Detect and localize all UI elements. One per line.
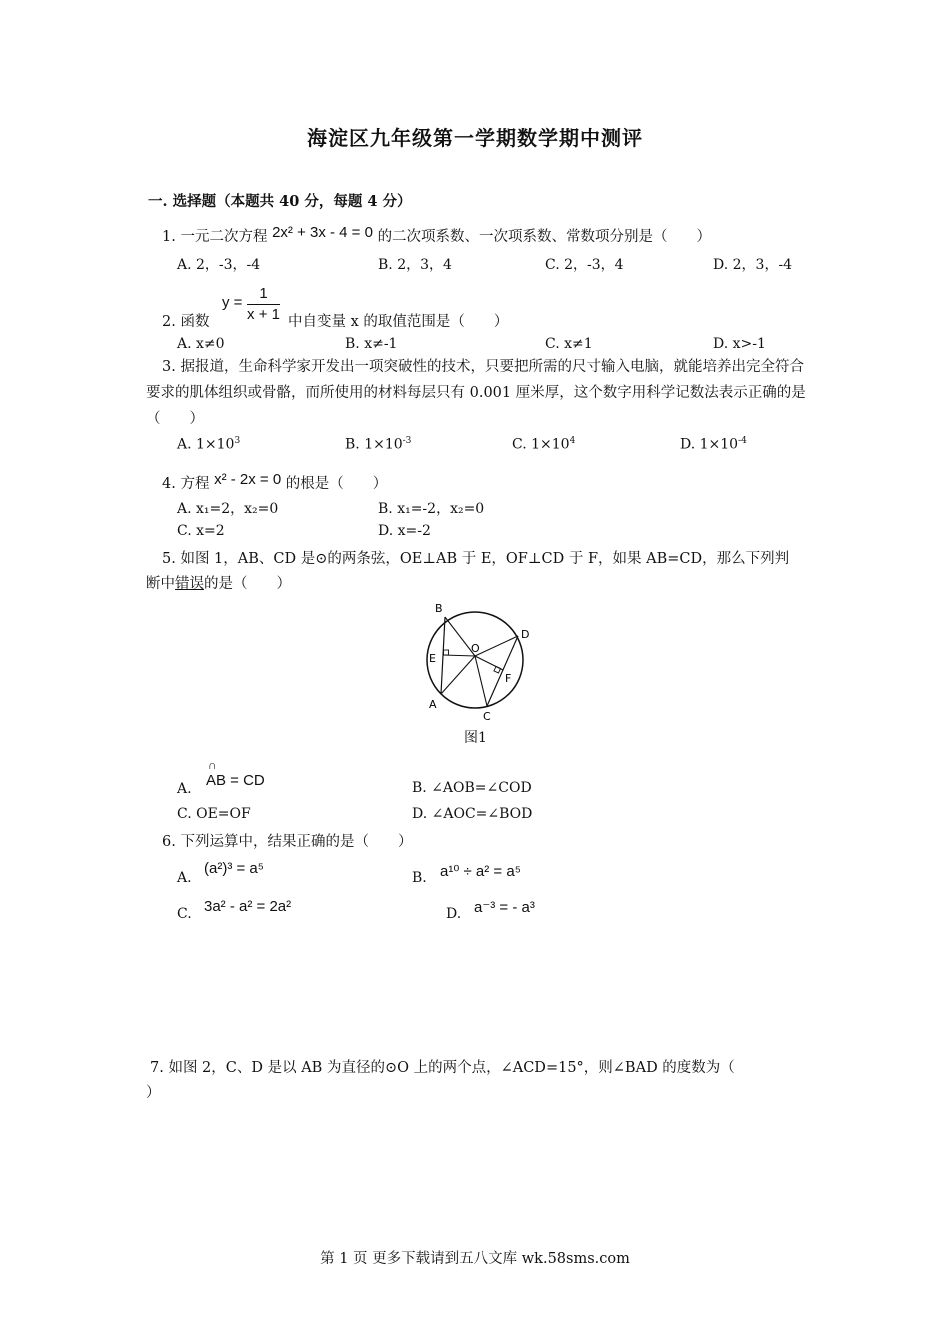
q4-option-b: B. x₁=-2，x₂=0	[378, 501, 485, 517]
q6-option-c-math: 3a² - a² = 2a²	[204, 898, 292, 915]
q5-option-c: C. OE=OF	[177, 806, 251, 822]
question-4	[162, 472, 387, 493]
q5-line2-suffix: 的是（ ）	[204, 576, 291, 592]
q3-option-c-exponent: 4	[569, 436, 576, 446]
q2-suffix: 中自变量 x 的取值范围是（ ）	[288, 314, 509, 330]
q3-option-a	[177, 436, 240, 453]
question-1	[162, 225, 711, 246]
q1-prefix: 一元二次方程	[180, 229, 268, 245]
page-footer: 第 1 页 更多下载请到五八文库 wk.58sms.com	[320, 1251, 630, 1267]
q6-option-b-label: B.	[412, 870, 427, 886]
q5-underlined-word: 错误	[175, 576, 204, 592]
q2-option-a: A. x≠0	[177, 336, 225, 352]
right-angle-mark-e	[444, 650, 449, 655]
q2-option-d: D. x>-1	[713, 336, 766, 352]
label-f: F	[505, 672, 512, 685]
question-3: 3. 据报道，生命科学家开发出一项突破性的技术，只要把所需的尺寸输入电脑，就能培养出完全符合要求的肌体组织或骨骼，而所使用的材料每层只有 0.001 厘米厚，这个数字用科学记数法表示正确的是（ ）	[146, 359, 806, 427]
right-angle-mark-f	[494, 666, 501, 673]
question-6: 6. 下列运算中，结果正确的是（ ）	[162, 834, 413, 850]
q1-suffix: 的二次项系数、一次项系数、常数项分别是（ ）	[377, 229, 712, 245]
q2-option-c: C. x≠1	[545, 336, 593, 352]
q2-fraction-denominator: x + 1	[247, 306, 280, 323]
chord-cd	[487, 636, 518, 706]
q1-equation: 2x² + 3x - 4 = 0	[272, 224, 373, 241]
q2-option-b: B. x≠-1	[345, 336, 398, 352]
q5-option-d: D. ∠AOC=∠BOD	[412, 806, 533, 822]
q6-option-d-math: a⁻³ = - a³	[474, 899, 535, 916]
q4-option-a: A. x₁=2，x₂=0	[177, 501, 279, 517]
q6-option-b-math: a¹⁰ ÷ a² = a⁵	[440, 863, 521, 880]
q4-equation: x² - 2x = 0	[214, 471, 282, 488]
q2-lhs: y =	[222, 293, 243, 311]
q5-option-a-label: A.	[177, 781, 192, 797]
question-5-line2	[146, 572, 291, 593]
q5-option-b: B. ∠AOB=∠COD	[412, 780, 532, 796]
q4-option-d: D. x=-2	[378, 523, 431, 539]
q4-prefix: 方程	[180, 476, 210, 492]
q3-option-c-base: C. 1×10	[512, 436, 570, 453]
segment-oc	[475, 656, 487, 706]
label-e: E	[429, 652, 436, 665]
q1-option-a: A. 2，-3，-4	[177, 257, 261, 273]
q1-number: 1.	[162, 229, 176, 245]
question-7-line2: ）	[146, 1085, 161, 1101]
q6-option-c-label: C.	[177, 906, 192, 922]
q1-option-c: C. 2，-3，4	[545, 257, 624, 273]
q4-option-c: C. x=2	[177, 523, 225, 539]
q3-option-d-exponent: -4	[738, 436, 747, 446]
label-c: C	[483, 710, 491, 723]
q3-option-a-base: A. 1×10	[177, 436, 235, 453]
q3-option-b-exponent: -3	[402, 436, 412, 446]
q1-option-b: B. 2，3，4	[378, 257, 452, 273]
figure-1-circle-diagram	[415, 598, 535, 728]
question-5-line1: 5. 如图 1，AB、CD 是⊙的两条弦，OE⊥AB 于 E，OF⊥CD 于 F，如果 AB=CD，那么下列判	[162, 551, 790, 567]
q6-option-a-math: (a²)³ = a⁵	[204, 860, 264, 877]
question-7-line1: 7. 如图 2，C、D 是以 AB 为直径的⊙O 上的两个点，∠ACD=15°，则∠BAD 的度数为（	[150, 1060, 735, 1076]
q3-option-c	[512, 436, 575, 453]
q3-option-d-base: D. 1×10	[680, 436, 739, 453]
label-d: D	[521, 628, 530, 641]
question-2-number	[162, 310, 209, 331]
q1-option-d: D. 2，3，-4	[713, 257, 793, 273]
q3-option-b	[345, 436, 411, 453]
label-a: A	[429, 698, 437, 711]
figure-1-caption: 图1	[464, 730, 487, 746]
q2-fraction-numerator: 1	[247, 284, 280, 305]
q6-option-a-label: A.	[177, 870, 192, 886]
q2-prefix: 函数	[180, 314, 210, 330]
q5-arc-equation: ∩ AB = CD	[206, 772, 265, 789]
q4-suffix: 的根是（ ）	[285, 476, 388, 492]
page-title: 海淀区九年级第一学期数学期中测评	[307, 126, 643, 150]
label-b: B	[435, 602, 443, 615]
q5-line2-prefix: 断中	[146, 576, 175, 592]
q4-number: 4.	[162, 476, 176, 492]
q3-option-d	[680, 436, 747, 453]
q6-option-d-label: D.	[446, 906, 462, 922]
q2-number: 2.	[162, 314, 176, 330]
segment-od	[475, 636, 518, 656]
q3-option-b-base: B. 1×10	[345, 436, 403, 453]
q2-fraction	[247, 284, 280, 325]
q5-option-a-math	[206, 772, 265, 789]
q2-function	[222, 284, 280, 325]
q3-option-a-exponent: 3	[234, 436, 241, 446]
segment-oa	[441, 656, 475, 694]
section-heading: 一. 选择题（本题共 40 分，每题 4 分）	[148, 193, 412, 210]
label-o: O	[471, 642, 480, 655]
